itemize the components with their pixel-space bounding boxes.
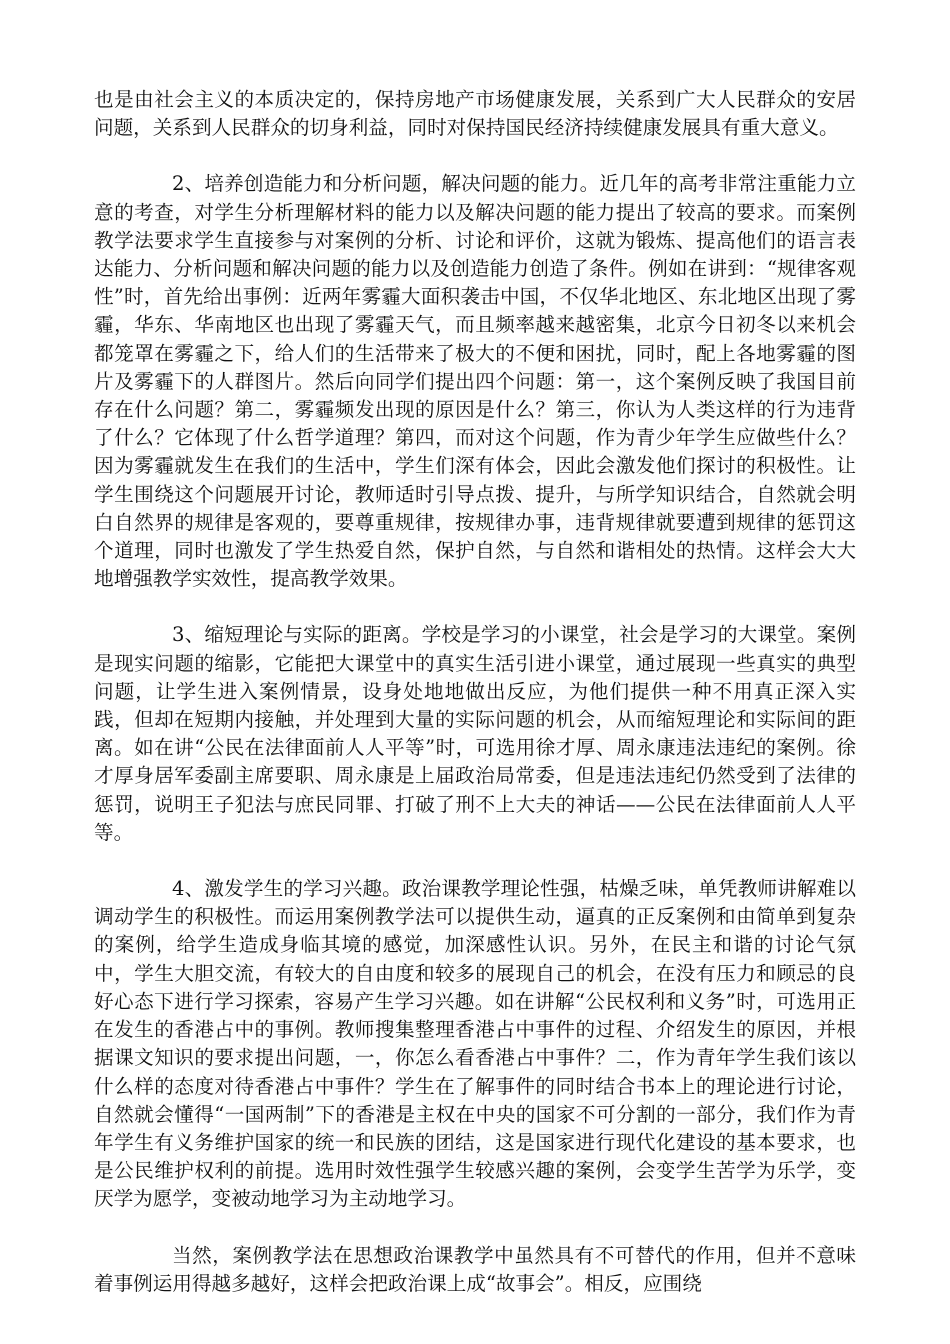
- paragraph-continuation: 也是由社会主义的本质决定的，保持房地产市场健康发展，关系到广大人民群众的安居问题，关系到人民群众的切身利益，同时对保持国民经济持续健康发展具有重大意义。: [94, 88, 856, 140]
- paragraph-point-4: 4、激发学生的学习兴趣。政治课教学理论性强，枯燥乏味，单凭教师讲解难以调动学生的积极性。而运用案例教学法可以提供生动，逼真的正反案例和由简单到复杂的案例，给学生造成身临其境的感觉，加深感性认识。另外，在民主和谐的讨论气氛中，学生大胆交流，有较大的自由度和较多的展现自己的机会，在没有压力和顾忌的良好心态下进行学习探索，容易产生学习兴趣。如在讲解“公民权利和义务”时，可选用正在发生的香港占中的事例。教师搜集整理香港占中事件的过程、介绍发生的原因，并根据课文知识的要求提出问题，一，你怎么看香港占中事件？二，作为青年学生我们该以什么样的态度对待香港占中事件？学生在了解事件的同时结合书本上的理论进行讨论，自然就会懂得“一国两制”下的香港是主权在中央的国家不可分割的一部分，我们作为青年学生有义务维护国家的统一和民族的团结，这是国家进行现代化建设的基本要求，也是公民维护权利的前提。选用时效性强学生较感兴趣的案例，会变学生苦学为乐学，变厌学为愿学，变被动地学习为主动地学习。: [94, 877, 856, 1211]
- paragraph-conclusion: 当然，案例教学法在思想政治课教学中虽然具有不可替代的作用，但并不意味着事例运用得越多越好，这样会把政治课上成“故事会”。相反，应围绕: [94, 1243, 856, 1295]
- paragraph-point-3: 3、缩短理论与实际的距离。学校是学习的小课堂，社会是学习的大课堂。案例是现实问题的缩影，它能把大课堂中的真实生活引进小课堂，通过展现一些真实的典型问题，让学生进入案例情景，设身处地地做出反应，为他们提供一种不用真正深入实践，但却在短期内接触，并处理到大量的实际问题的机会，从而缩短理论和实际间的距离。如在讲“公民在法律面前人人平等”时，可选用徐才厚、周永康违法违纪的案例。徐才厚身居军委副主席要职、周永康是上届政治局常委，但是违法违纪仍然受到了法律的惩罚，说明王子犯法与庶民同罪、打破了刑不上大夫的神话——公民在法律面前人人平等。: [94, 623, 856, 844]
- document-page: [94, 86, 856, 1298]
- paragraph-point-2: 2、培养创造能力和分析问题，解决问题的能力。近几年的高考非常注重能力立意的考查，对学生分析理解材料的能力以及解决问题的能力提出了较高的要求。而案例教学法要求学生直接参与对案例的分析、讨论和评价，这就为锻炼、提高他们的语言表达能力、分析问题和解决问题的能力以及创造能力创造了条件。例如在讲到：“规律客观性”时，首先给出事例：近两年雾霾大面积袭击中国，不仅华北地区、东北地区出现了雾霾，华东、华南地区也出现了雾霾天气，而且频率越来越密集，北京今日初冬以来机会都笼罩在雾霾之下，给人们的生活带来了极大的不便和困扰，同时，配上各地雾霾的图片及雾霾下的人群图片。然后向同学们提出四个问题：第一，这个案例反映了我国目前存在什么问题？第二，雾霾频发出现的原因是什么？第三，你认为人类这样的行为违背了什么？它体现了什么哲学道理？第四，而对这个问题，作为青少年学生应做些什么？因为雾霾就发生在我们的生活中，学生们深有体会，因此会激发他们探讨的积极性。让学生围绕这个问题展开讨论，教师适时引导点拨、提升，与所学知识结合，自然就会明白自然界的规律是客观的，要尊重规律，按规律办事，违背规律就要遭到规律的惩罚这个道理，同时也激发了学生热爱自然，保护自然，与自然和谐相处的热情。这样会大大地增强教学实效性，提高教学效果。: [94, 172, 856, 591]
